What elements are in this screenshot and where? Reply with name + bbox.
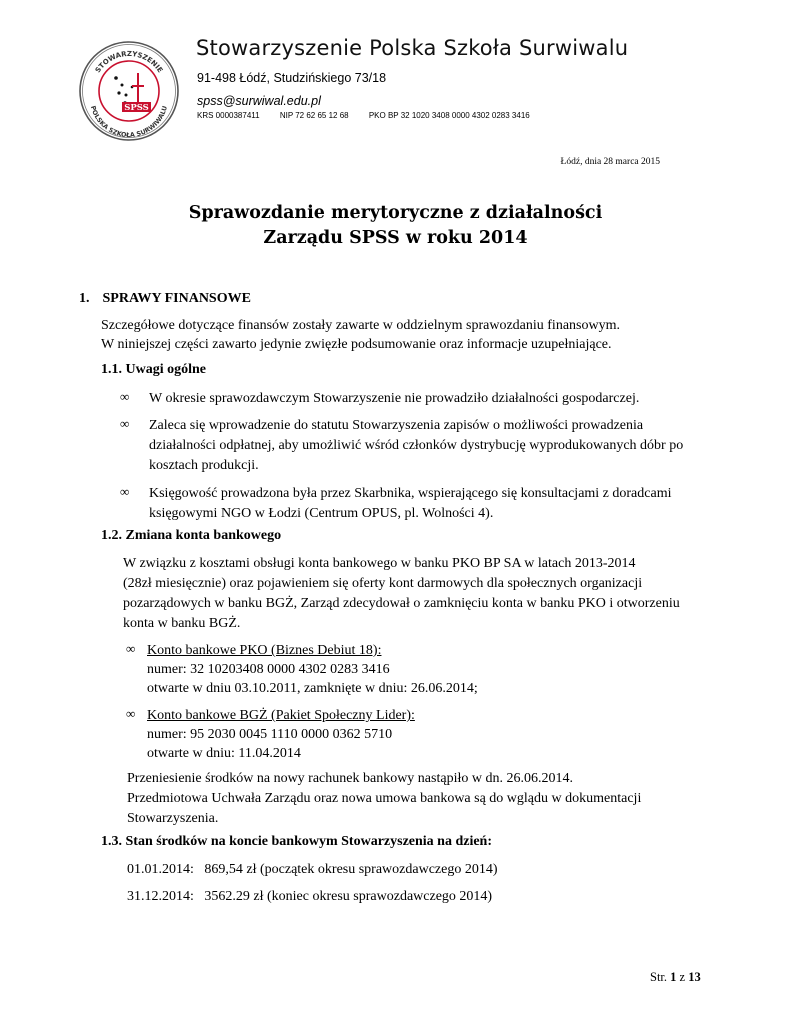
page-number: Str. 1 z 13 [650, 970, 701, 984]
section-title: SPRAWY FINANSOWE [102, 291, 251, 306]
account-pko-title: Konto bankowe PKO (Biznes Debiut 18): [147, 643, 382, 658]
subsection-1-1-heading: 1.1. Uwagi ogólne [101, 362, 206, 377]
balance-start: 01.01.2014: 869,54 zł (początek okresu sprawozdawczego 2014) [127, 862, 498, 877]
document-title-line2: Zarządu SPSS w roku 2014 [263, 228, 528, 248]
krs-number: KRS 0000387411 [197, 111, 260, 120]
bullet-symbol: ∞ [120, 389, 130, 404]
pko-account: PKO BP 32 1020 3408 0000 4302 0283 3416 [368, 111, 530, 120]
bullet-text: Księgowość prowadzona była przez Skarbnika, wspierającego się konsultacjami z doradcami księgowymi NGO w Łodzi (Centrum OPUS, pl. Wolności 4). [149, 486, 672, 521]
registration-numbers [197, 111, 548, 120]
account-bgz-number: numer: 95 2030 0045 1110 0000 0362 5710 [147, 727, 393, 742]
account-pko-dates: otwarte w dniu 03.10.2011, zamknięte w dniu: 26.06.2014; [147, 681, 478, 696]
account-bgz [147, 706, 415, 763]
transfer-paragraph: Przeniesienie środków na nowy rachunek bankowy nastąpiło w dn. 26.06.2014. Przedmiotowa Uchwała Zarządu oraz nowa umowa bankowa są do wglądu w dokumentacji Stowarzyszenia. [127, 771, 642, 826]
logo-top-text: STOWARZYSZENIE [93, 49, 165, 75]
logo-mark: SPSS [124, 103, 149, 113]
organization-address: 91-498 Łódź, Studzińskiego 73/18 [197, 71, 387, 85]
organization-email: spss@surwiwal.edu.pl [197, 94, 321, 108]
section-number: 1. [79, 291, 90, 306]
document-title-line1: Sprawozdanie merytoryczne z działalności [188, 203, 603, 223]
bullet-symbol: ∞ [126, 641, 136, 656]
subsection-1-3-heading: 1.3. Stan środków na koncie bankowym Stowarzyszenia na dzień: [101, 834, 493, 849]
logo-bottom-text: POLSKA SZKOŁA SURWIWALU [88, 105, 170, 140]
balance-end: 31.12.2014: 3562.29 zł (koniec okresu sprawozdawczego 2014) [127, 889, 493, 904]
document-date: Łódź, dnia 28 marca 2015 [560, 157, 660, 167]
organization-name: Stowarzyszenie Polska Szkoła Surwiwalu [196, 36, 629, 60]
bullet-symbol: ∞ [120, 484, 130, 499]
bullet-text: Zaleca się wprowadzenie do statutu Stowarzyszenia zapisów o możliwości prowadzenia działalności odpłatnej, aby umożliwić wśród członków dystrybucję wyprodukowanych dóbr po kosztach produkcji. [149, 418, 684, 473]
bullet-symbol: ∞ [126, 706, 136, 721]
bullet-symbol: ∞ [120, 416, 130, 431]
account-pko-number: numer: 32 10203408 0000 4302 0283 3416 [147, 662, 390, 677]
bank-change-paragraph: W związku z kosztami obsługi konta bankowego w banku PKO BP SA w latach 2013-2014 (28zł miesięcznie) oraz pojawieniem się oferty kont darmowych dla społecznych organizacji pozarządowych w banku BGŻ, Zarząd zdecydował o zamknięciu konta w banku PKO i otworzeniu konta w banku BGŻ. [123, 556, 680, 631]
spss-logo [78, 40, 180, 142]
account-bgz-dates: otwarte w dniu: 11.04.2014 [147, 746, 301, 761]
account-bgz-title: Konto bankowe BGŻ (Pakiet Społeczny Lider): [147, 708, 415, 723]
section-heading [79, 291, 251, 307]
bullet-text: W okresie sprawozdawczym Stowarzyszenie nie prowadziło działalności gospodarczej. [149, 391, 640, 406]
subsection-1-2-heading: 1.2. Zmiana konta bankowego [101, 528, 282, 543]
account-pko [147, 641, 478, 698]
intro-paragraph: Szczegółowe dotyczące finansów zostały zawarte w oddzielnym sprawozdaniu finansowym. W niniejszej części zawarto jedynie zwięzłe podsumowanie oraz informacje uzupełniające. [101, 318, 620, 352]
nip-number: NIP 72 62 65 12 68 [279, 111, 349, 120]
